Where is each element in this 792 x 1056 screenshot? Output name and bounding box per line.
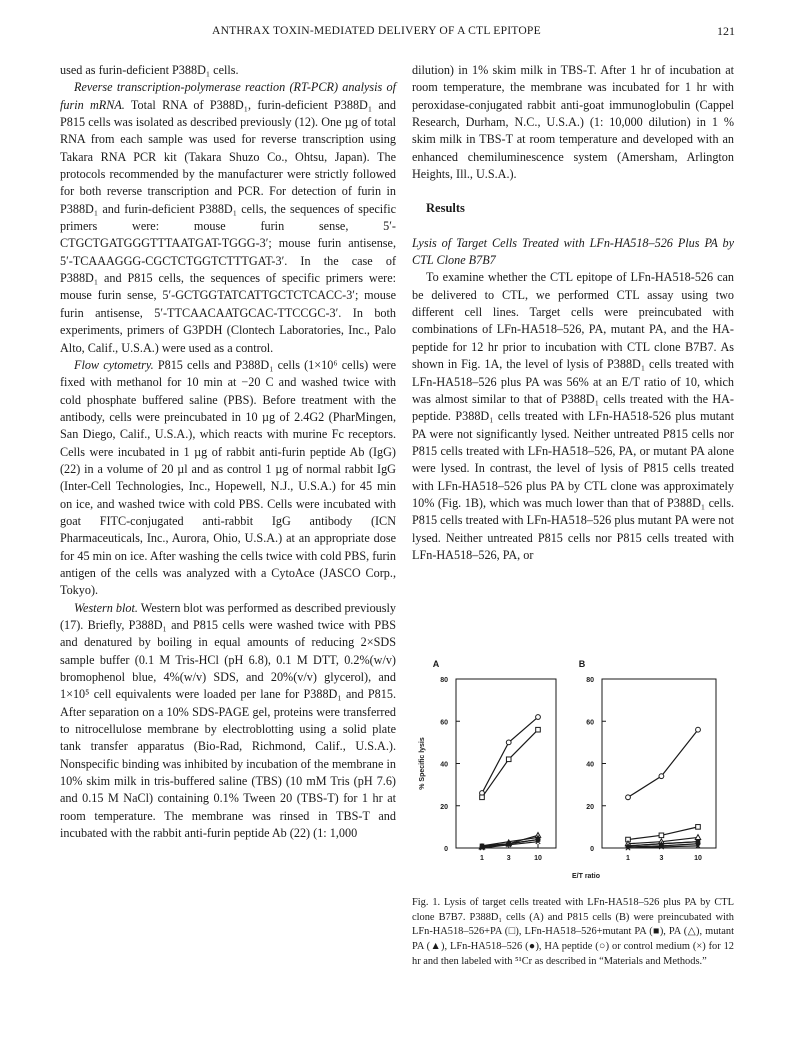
panel-label: A: [432, 659, 440, 669]
y-tick-label: 0: [590, 846, 594, 853]
x-axis-label: E/T ratio: [571, 873, 601, 880]
right-column: [412, 62, 734, 564]
running-header: [60, 24, 735, 44]
data-point: [696, 825, 701, 830]
running-title: ANTHRAX TOXIN-MEDIATED DELIVERY OF A CTL EPITOPE: [212, 24, 541, 37]
left-column: [60, 62, 396, 842]
paragraph: To examine whether the CTL epitope of LFn-HA518-526 can be delivered to CTL, we performed CTL assay using two different cell lines. Target cells were preincubated with combinations of LFn-HA518–526, PA, mutant PA, and the HA-peptide for 12 hr prior to incubation with CTL clone B7B7. As shown in Fig. 1A, the level of lysis of P388D₁ cells treated with LFn-HA518–526 plus PA was 56% at an E/T ratio of 10, which was almost similar to that of P388D₁ cells treated with the HA-peptide. P388D₁ cells treated with LFn-HA518-526 plus mutant PA were not significantly lysed. Neither untreated P815 cells nor P815 cells treated with LFn-HA518–526, PA, or mutant PA alone were lysed. In contrast, the level of lysis of P815 cells treated with LFn-HA518–526 plus PA by CTL clone was approximately 10% (Fig. 1B), which was much lower than that of P388D₁ cells. P815 cells treated with LFn-HA518–526 plus mutant PA were not lysed. Neither untreated P815 cells nor P815 cells treated with LFn-HA518–526, PA, or: [412, 270, 734, 562]
y-tick-label: 0: [444, 846, 448, 853]
data-point: [696, 727, 701, 732]
paragraph-flow: [60, 357, 396, 600]
section-title-western: Western blot.: [74, 600, 138, 615]
lysis-subheading: Lysis of Target Cells Treated with LFn-HA518–526 Plus PA by CTL Clone B7B7: [412, 235, 734, 268]
y-tick-label: 60: [586, 719, 594, 727]
y-tick-label: 20: [440, 803, 448, 811]
paragraph: used as furin-deficient P388D₁ cells.: [60, 63, 239, 77]
y-tick-label: 40: [586, 761, 594, 769]
data-point: [659, 774, 664, 779]
x-tick-label: 10: [534, 855, 542, 862]
plot-frame: [602, 679, 716, 848]
y-axis-label: % Specific lysis: [419, 737, 426, 790]
data-point: [626, 795, 631, 800]
data-point: [506, 740, 511, 745]
page-number: 121: [717, 24, 735, 38]
results-heading: Results: [426, 201, 465, 216]
x-tick-label: 3: [506, 855, 511, 862]
x-tick-label: 1: [480, 855, 484, 862]
y-tick-label: 80: [440, 677, 448, 684]
series-line: [628, 730, 698, 798]
western-text: Western blot was performed as described previously (17). Briefly, P388D₁ and P815 cells were washed twice with PBS and denatured by boiling in equal amounts of reducing 2×SDS sample buffer (0.1 M Tris-HCl (pH 6.8), 0.1 M DTT, 0.2%(w/v) bromophenol blue, 4%(w/v) SDS, and 20%(v/v) glycerol), and 1×10⁵ cell equivalents were loaded per lane for P388D₁ and P815. After separation on a 10% SDS-PAGE gel, proteins were transferred to nitrocellulose membrane by electroblotting using a solid plate tank transfer apparatus (Bio-Rad, Richmond, Calif., U.S.A.). Nonspecific binding was inhibited by incubation of the membrane in 10% skim milk in tris-buffered saline (TBS) (10 mM Tris (pH 7.6) and 0.15 M NaCl) containing 0.1% Tween 20 (TBS-T) for 1 hr at room temperature. The membrane was rinsed in TBS-T and incubated with the rabbit anti-furin peptide Ab (22) (1: 1,000: [60, 600, 396, 841]
data-point: [659, 833, 664, 838]
data-point: [695, 835, 700, 840]
flow-text: P815 cells and P388D₁ cells (1×10⁶ cells) were fixed with methanol for 10 min at −20 C and washed twice with cold phosphate buffered saline (PBS). Before treatment with the antibody, cells were preincubated in 10 µg of 2.4G2 (PharMingen, San Diego, Calif., U.S.A.), which reacts with murine Fc receptors. Cells were incubated in 1 µg of rabbit anti-furin peptide Ab (IgG) (22) in a volume of 20 µl and as control 1 µg of normal rabbit IgG (Inter-Cell Technologies, Inc., Hopewell, N.J., U.S.A.) for 45 min on ice, and washed twice with cold PBS. Cells were incubated with goat FITC-conjugated anti-rabbit IgG antibody (ICN Pharmaceuticals, Inc., Aurora, Ohio, U.S.A.) at an appropriate dose for 45 min on ice. After washing the cells twice with cold PBS, furin antigen of the cells was analyzed with a CytoAce (JASCO Corp., Tokyo).: [60, 357, 396, 598]
y-tick-label: 40: [440, 761, 448, 769]
y-tick-label: 60: [440, 719, 448, 727]
data-point: [506, 757, 511, 762]
y-tick-label: 20: [586, 803, 594, 811]
figure-1: [412, 655, 734, 905]
series-line: [482, 717, 538, 793]
section-title-rtpcr: Reverse transcription-polymerase reaction (RT-PCR) analysis of furin mRNA.: [60, 80, 396, 112]
x-tick-label: 1: [626, 855, 630, 862]
y-tick-label: 80: [586, 677, 594, 684]
data-point: [480, 795, 485, 800]
x-tick-label: 10: [694, 855, 702, 862]
figure-caption: Fig. 1. Lysis of target cells treated with LFn-HA518–526 plus PA by CTL clone B7B7. P388D₁ cells (A) and P815 cells (B) were preincubated with LFn-HA518–526+PA (□), LFn-HA518–526+mutant PA (■), PA (△), mutant PA (▲), LFn-HA518–526 (●), HA peptide (○) or control medium (×) for 12 hr and then labeled with ⁵¹Cr as described in “Materials and Methods.”: [412, 897, 734, 967]
data-point: [536, 715, 541, 720]
paragraph-western: [60, 600, 396, 843]
panel-label: B: [578, 659, 586, 669]
paragraph: dilution) in 1% skim milk in TBS-T. After 1 hr of incubation at room temperature, the membrane was incubated for 1 hr with peroxidase-conjugated rabbit anti-goat immunoglobulin (Cappel Research, Durham, N.C., U.S.A.) (1: 10,000 dilution) in 1 % skim milk in TBS-T at room temperature and developed with an enhanced chemiluminescence system (Amersham, Arlington Heights, Ill., U.S.A.).: [412, 63, 734, 182]
data-point: [536, 727, 541, 732]
figure-1-chart: [412, 655, 734, 890]
section-title-flow: Flow cytometry.: [74, 357, 154, 372]
rtpcr-text: Total RNA of P388D₁, furin-deficient P388D₁ and P815 cells was isolated as described previously (12). One µg of total RNA from each sample was used for reverse transcription using Takara RNA PCR kit (Takara Shuzo Co., Ohtsu, Japan). The protocols recommended by the manufacturer were strictly followed for both reverse transcription and PCR. For detection of furin in P388D₁ and furin-deficient P388D₁ cells, the sequences of specific primers were: mouse furin sense, 5′-CTGCTGATGGGTTTAATGAT-TGGG-3′; mouse furin antisense, 5′-TCAAAGGG-CGCTCTGGTCTTTGAT-3′. In the case of P388D₁ and P815 cells, the sequences of specific primers were: mouse furin sense, 5′-GCTGGTATCATTGCTCTCACC-3′; mouse furin antisense, 5′-TTCAACAATGCAC-TTCCGC-3′. In both experiments, primers of G3PDH (Clontech Laboratories, Inc., Palo Alto, Calif., U.S.A.) were used as a control.: [60, 97, 396, 355]
paragraph-rtpcr: [60, 79, 396, 357]
x-tick-label: 3: [659, 855, 664, 862]
